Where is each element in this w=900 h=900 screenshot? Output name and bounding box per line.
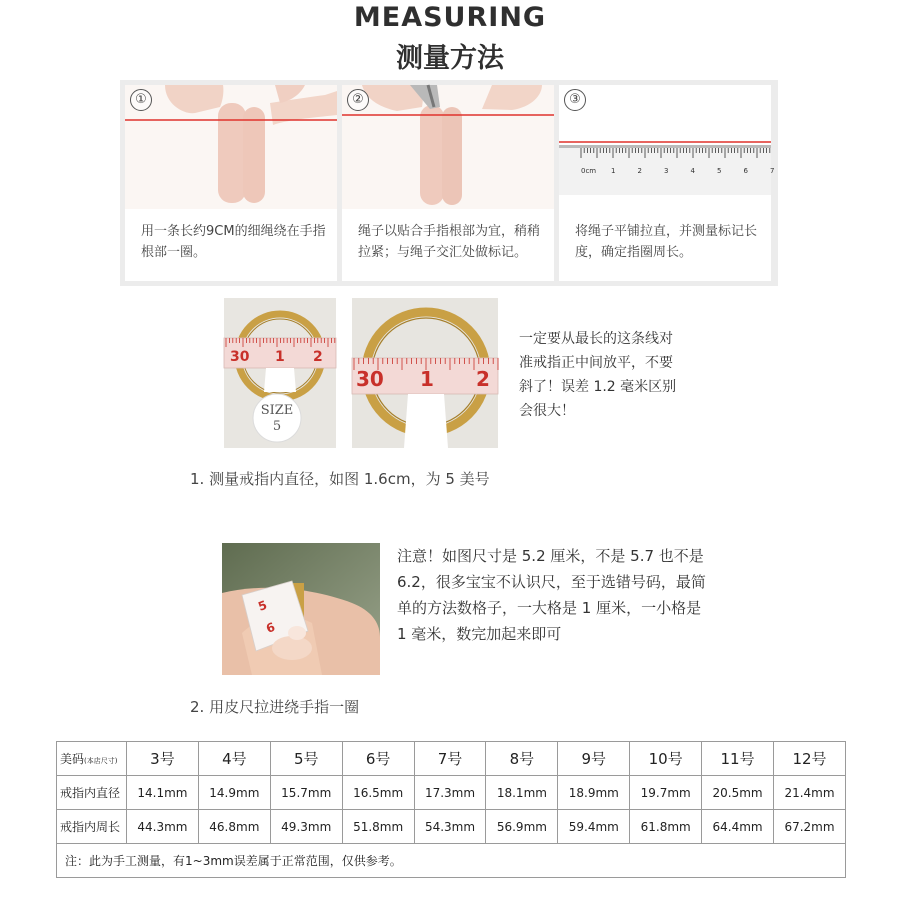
ring-photo-2 (352, 298, 498, 448)
ruler-tick-label: 1 (611, 167, 616, 175)
step-card-3 (559, 85, 775, 281)
step-1-text: 用一条长约9CM的细绳绕在手指根部一圈。 (141, 224, 326, 260)
size-cell: 7号 (414, 742, 486, 776)
ring-photo-1 (224, 298, 336, 448)
table-cell: 19.7mm (630, 776, 702, 810)
steps-panel (120, 80, 778, 286)
table-cell: 64.4mm (702, 810, 774, 844)
step-3-text: 将绳子平铺拉直，并测量标记长度，确定指圈周长。 (575, 224, 758, 260)
step-2-text: 绳子以贴合手指根部为宜，稍稍拉紧；与绳子交汇处做标记。 (358, 224, 541, 260)
tape-mark: 30 (230, 349, 250, 365)
size-cell: 4号 (198, 742, 270, 776)
tape-mark: 5 (256, 597, 269, 614)
table-cell: 15.7mm (270, 776, 342, 810)
table-cell: 20.5mm (702, 776, 774, 810)
ruler-tick-label: 4 (690, 167, 695, 175)
table-cell: 67.2mm (774, 810, 846, 844)
table-header-label (57, 742, 127, 776)
header-sub: (本店尺寸) (84, 757, 118, 765)
table-cell: 44.3mm (127, 810, 199, 844)
size-tag-line2: 5 (272, 419, 282, 434)
size-cell: 12号 (774, 742, 846, 776)
tape-mark: 6 (264, 619, 277, 636)
step-3-number: ③ (564, 89, 586, 111)
step-2-number: ② (347, 89, 369, 111)
ruler-start-label: 0cm (581, 167, 597, 175)
finger-photo (222, 543, 380, 675)
table-cell: 51.8mm (342, 810, 414, 844)
step-card-1 (125, 85, 337, 281)
ruler-tick-label: 7 (770, 167, 775, 175)
size-cell: 9号 (558, 742, 630, 776)
step-1-photo (125, 85, 337, 209)
caption-2: 2. 用皮尺拉进绕手指一圈 (190, 698, 360, 716)
table-cell: 14.9mm (198, 776, 270, 810)
tape-mark: 1 (275, 349, 285, 365)
size-tag-line1: SIZE (260, 403, 294, 418)
size-cell: 8号 (486, 742, 558, 776)
tape-mark: 30 (356, 367, 384, 391)
table-cell: 54.3mm (414, 810, 486, 844)
table-note-row (57, 844, 846, 878)
table-cell: 46.8mm (198, 810, 270, 844)
table-row-circumference (57, 810, 846, 844)
table-cell: 21.4mm (774, 776, 846, 810)
tape-mark: 2 (476, 367, 490, 391)
page-title-zh: 测量方法 (396, 43, 504, 74)
ruler-tick-label: 3 (664, 167, 669, 175)
table-cell: 17.3mm (414, 776, 486, 810)
ruler (559, 85, 775, 209)
header-label: 美码 (60, 752, 85, 766)
table-cell: 61.8mm (630, 810, 702, 844)
row-label: 戒指内直径 (57, 776, 127, 810)
step-2-photo (342, 85, 554, 209)
size-cell: 11号 (702, 742, 774, 776)
size-cell: 5号 (270, 742, 342, 776)
finger-note: 注意！如图尺寸是 5.2 厘米，不是 5.7 也不是 6.2，很多宝宝不认识尺，至于选错号码，最简单的方法数格子，一大格是 1 厘米，一小格是 1 毫米，数完加起来即可 (397, 547, 706, 643)
step-card-2 (342, 85, 554, 281)
ruler-tick-label: 6 (743, 167, 748, 175)
table-cell: 16.5mm (342, 776, 414, 810)
table-cell: 14.1mm (127, 776, 199, 810)
tape-mark: 1 (420, 367, 434, 391)
table-row-diameter (57, 776, 846, 810)
ruler-tick-label: 2 (637, 167, 642, 175)
table-cell: 18.9mm (558, 776, 630, 810)
size-cell: 3号 (127, 742, 199, 776)
size-table (56, 741, 846, 878)
step-3-photo (559, 85, 775, 209)
page-title-en: MEASURING (353, 2, 547, 33)
table-cell: 56.9mm (486, 810, 558, 844)
table-cell: 59.4mm (558, 810, 630, 844)
tape-mark: 2 (313, 349, 323, 365)
table-cell: 49.3mm (270, 810, 342, 844)
table-cell: 18.1mm (486, 776, 558, 810)
table-header-row (57, 742, 846, 776)
ruler-tick-label: 5 (717, 167, 722, 175)
size-cell: 6号 (342, 742, 414, 776)
ring-note: 一定要从最长的这条线对准戒指正中间放平，不要斜了！误差 1.2 毫米区别会很大！ (519, 331, 677, 419)
row-label: 戒指内周长 (57, 810, 127, 844)
size-cell: 10号 (630, 742, 702, 776)
table-note: 注：此为手工测量，有1~3mm误差属于正常范围，仅供参考。 (57, 844, 846, 878)
caption-1: 1. 测量戒指内直径，如图 1.6cm，为 5 美号 (190, 470, 490, 488)
step-1-number: ① (130, 89, 152, 111)
